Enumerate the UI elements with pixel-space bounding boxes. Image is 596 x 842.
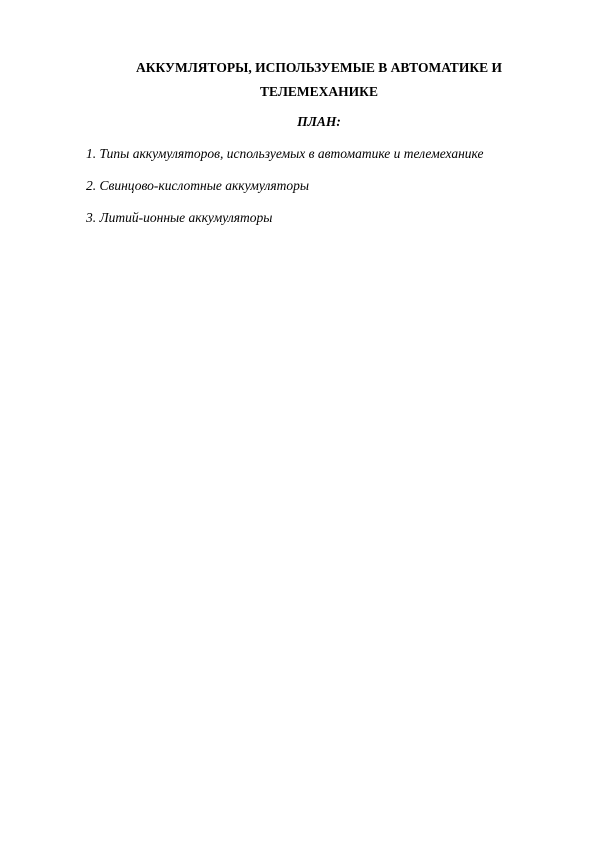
plan-item-3: 3. Литий-ионные аккумуляторы [86, 210, 273, 225]
document-title-line-1: АККУМЛЯТОРЫ, ИСПОЛЬЗУЕМЫЕ В АВТОМАТИКЕ И [136, 60, 502, 75]
document-title [60, 56, 578, 104]
plan-heading: ПЛАН: [297, 114, 341, 129]
plan-item-2: 2. Свинцово-кислотные аккумуляторы [86, 178, 310, 193]
document-title-line-2: ТЕЛЕМЕХАНИКЕ [260, 84, 378, 99]
plan-item-1: 1. Типы аккумуляторов, используемых в автоматике и телемеханике [86, 146, 484, 161]
plan-list [86, 144, 566, 240]
